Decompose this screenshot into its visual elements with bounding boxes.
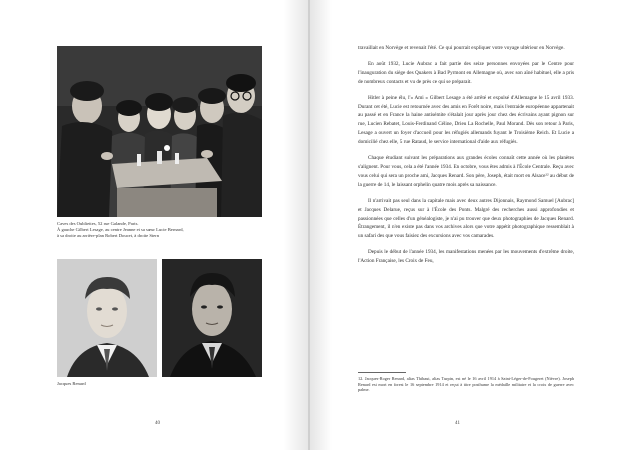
gutter-shadow — [283, 0, 309, 450]
portrait-photo-jacques-renard-2 — [162, 259, 262, 377]
paragraph: Il n'arrivait pas seul dans la capitale mais avec deux autres Dijonnais, Raymond Samuel [Aubrac] et Jacques Delarue, reçus sur à l'École des Ponts. Malgré des recherches aussi approfondies et passionnées que celles d'un généalogiste, je n'ai pu trouver que deux photographies de Jacques Renard. Étrangement, il n'en existe pas dans vos archives alors que votre appétit photographique ressemblait à un safari des que vous faisiez des excursions avec vos camarades. — [358, 197, 574, 240]
footnote: 12. Jacques-Roger Renard, alias Thibaut, alias Turpin, est né le 16 avril 1914 à Saint-Léger-de-Fougeret (Nièvre). Joseph Renard est mort en forest le 16 septembre 1914 et reçut à titre posthume la médaille militaire et la croix de guerre avec palme. — [358, 376, 574, 393]
gutter-shadow — [310, 0, 332, 450]
right-page — [310, 0, 619, 450]
group-photo-cave — [57, 46, 262, 217]
portrait-photo-jacques-renard-1 — [57, 259, 157, 377]
body-text — [358, 44, 574, 273]
paragraph: En août 1932, Lucie Aubrac a fait partie des seize personnes envoyées par le Centre pour l'inauguration du siège des Quakers à Bad Pyrmont en Allemagne où, avec son aîné habituel, elle a pris de nombreux contacts et vu de près ce qui se préparait. — [358, 60, 574, 85]
paragraph: Hitler à peine élu, l'« Ami » Gilbert Lesage a été arrêté et expulsé d'Allemagne le 15 avril 1933. Durant cet été, Lucie est retournée avec des amis en Forêt noire, mais l'entraide européenne appartenait au passé et en France la haine antisémite s'étalait jour après jour chez des écrivains ayant pignon sur rue, Lucien Rebatet, Louis-Ferdinand Céline, Drieu La Rochelle, Paul Morand. Dès son retour à Paris, Lesage a ouvert un foyer d'accueil pour les réfugiés allemands fuyant le Troisième Reich. Et Lucie a domicilié chez elle, 5 rue Rataud, le service international d'aide aux réfugiés. — [358, 94, 574, 146]
portrait-drawing — [162, 259, 262, 377]
page-number-right: 41 — [455, 421, 460, 426]
caption-line: Caves des Oubliettes, 52 rue Galande, Paris. — [57, 221, 139, 226]
group-photo-drawing — [57, 46, 262, 217]
caption-line: À gauche Gilbert Lesage, au centre Jeanne et sa sœur Lucie Bernard, — [57, 227, 184, 232]
left-page — [0, 0, 309, 450]
paragraph: Depuis le début de l'année 1934, les manifestations menées par les mouvements d'extrême droite, l'Action Française, les Croix de Feu, — [358, 249, 574, 265]
footnote-divider — [358, 372, 406, 373]
group-photo-caption — [57, 221, 262, 239]
paragraph: Chaque étudiant suivant les préparations aux grandes écoles connaît cette année où les planètes s'alignent. Pour vous, cela a été l'année 1934. En octobre, vous êtes admis à l'École Centrale. Reçu avec vous celui qui sera un proche ami, Jacques Renard. Son père, Joseph, était mort en Alsace¹² au début de la guerre de 14, le laissant orphelin quatre mois après sa naissance. — [358, 155, 574, 188]
caption-line: à sa droite au arrière-plan Robert Doucet, à droite Stern — [57, 233, 160, 238]
paragraph: travaillait en Norvège et revenait l'été. Ce qui pourrait expliquer votre voyage ultérieur en Norvège. — [358, 45, 565, 51]
portrait-caption: Jacques Renard — [57, 381, 86, 386]
page-number-left: 40 — [155, 421, 160, 426]
portrait-drawing — [57, 259, 157, 377]
